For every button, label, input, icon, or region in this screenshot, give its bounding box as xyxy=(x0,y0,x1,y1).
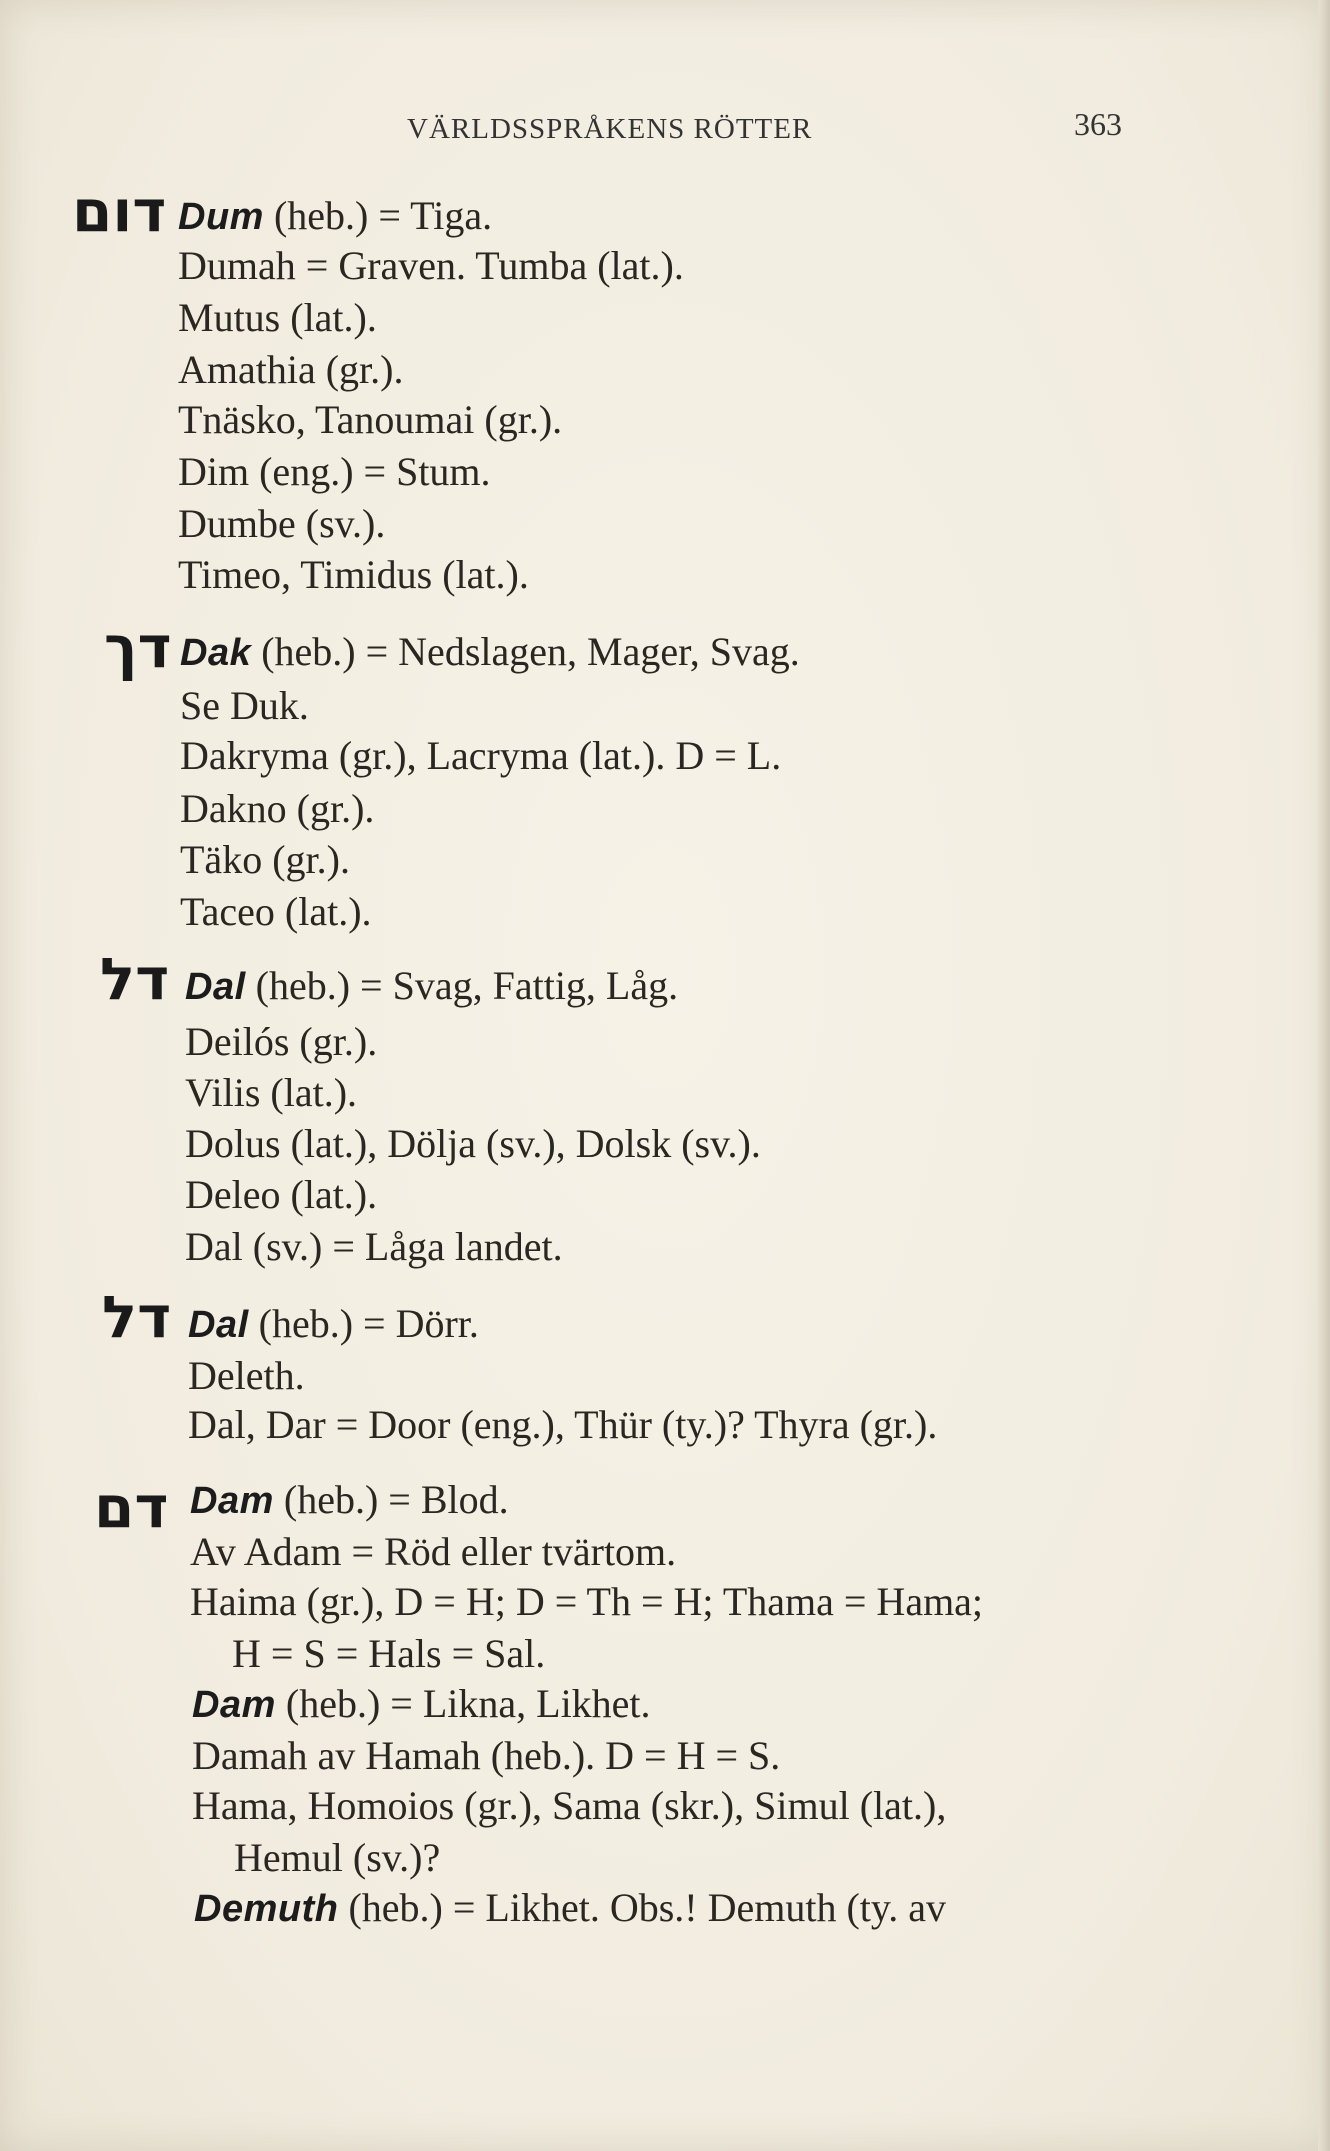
entry-line: Taceo (lat.). xyxy=(180,889,372,934)
hebrew-root-glyph: דל xyxy=(100,945,170,1013)
entry-line: Deilós (gr.). xyxy=(185,1019,378,1064)
entry-line: Mutus (lat.). xyxy=(178,295,377,340)
headword: Dam xyxy=(190,1480,274,1522)
entry-line: Tnäsko, Tanoumai (gr.). xyxy=(178,397,563,442)
entry-line xyxy=(188,1301,479,1346)
entry-line: Timeo, Timidus (lat.). xyxy=(178,552,529,597)
entry-line: Dim (eng.) = Stum. xyxy=(178,449,491,494)
headword: Dam xyxy=(192,1684,276,1726)
running-title: VÄRLDSSPRÅKENS RÖTTER xyxy=(407,113,813,145)
entry-line xyxy=(180,629,800,674)
entry-line: Täko (gr.). xyxy=(180,837,350,882)
entry-line: Dal, Dar = Door (eng.), Thür (ty.)? Thyra (gr.). xyxy=(188,1402,938,1447)
hebrew-root-glyph: דך xyxy=(104,613,172,681)
page-edge xyxy=(1318,0,1330,2151)
headword: Dal xyxy=(188,1304,249,1346)
entry-line: H = S = Hals = Sal. xyxy=(232,1631,546,1676)
entry-line: Hemul (sv.)? xyxy=(234,1835,441,1880)
entry-line: Deleth. xyxy=(188,1353,305,1398)
entry-line xyxy=(185,963,679,1008)
entry-text: (heb.) = Blod. xyxy=(283,1477,509,1522)
entry-text: (heb.) = Nedslagen, Mager, Svag. xyxy=(261,629,800,674)
headword: Dum xyxy=(178,196,264,238)
entry-line: Vilis (lat.). xyxy=(185,1070,358,1115)
entry-text: (heb.) = Dörr. xyxy=(258,1301,479,1346)
headword: Dal xyxy=(185,966,246,1008)
entry-line: Amathia (gr.). xyxy=(178,347,404,392)
entry-line: Dumah = Graven. Tumba (lat.). xyxy=(178,243,684,288)
entry-line: Dumbe (sv.). xyxy=(178,501,386,546)
entry-text: (heb.) = Likhet. Obs.! Demuth (ty. av xyxy=(348,1885,947,1930)
headword: Dak xyxy=(180,632,252,674)
headword: Demuth xyxy=(194,1888,339,1930)
entry-line xyxy=(194,1885,947,1930)
entry-line xyxy=(190,1477,509,1522)
entry-line xyxy=(192,1681,651,1726)
entry-line: Dakryma (gr.), Lacryma (lat.). D = L. xyxy=(180,733,782,778)
entry-line: Hama, Homoios (gr.), Sama (skr.), Simul (lat.), xyxy=(192,1783,947,1828)
page-number: 363 xyxy=(1074,106,1122,142)
entry-line: Dakno (gr.). xyxy=(180,786,375,831)
entry-line: Haima (gr.), D = H; D = Th = H; Thama = Hama; xyxy=(190,1579,984,1624)
entry-text: (heb.) = Likna, Likhet. xyxy=(285,1681,651,1726)
hebrew-root-glyph: דם xyxy=(94,1473,169,1541)
hebrew-root-glyph: דום xyxy=(72,177,167,245)
entry-line: Se Duk. xyxy=(180,683,309,728)
entry-text: (heb.) = Tiga. xyxy=(273,193,493,238)
entry-text: (heb.) = Svag, Fattig, Låg. xyxy=(255,963,679,1008)
entry-line: Av Adam = Röd eller tvärtom. xyxy=(190,1529,677,1574)
entry-line: Dolus (lat.), Dölja (sv.), Dolsk (sv.). xyxy=(185,1121,761,1166)
entry-line: Dal (sv.) = Låga landet. xyxy=(185,1224,563,1269)
entry-line: Damah av Hamah (heb.). D = H = S. xyxy=(192,1733,781,1778)
hebrew-root-glyph: דל xyxy=(102,1283,172,1351)
entry-line: Deleo (lat.). xyxy=(185,1172,378,1217)
entry-line xyxy=(178,193,493,238)
